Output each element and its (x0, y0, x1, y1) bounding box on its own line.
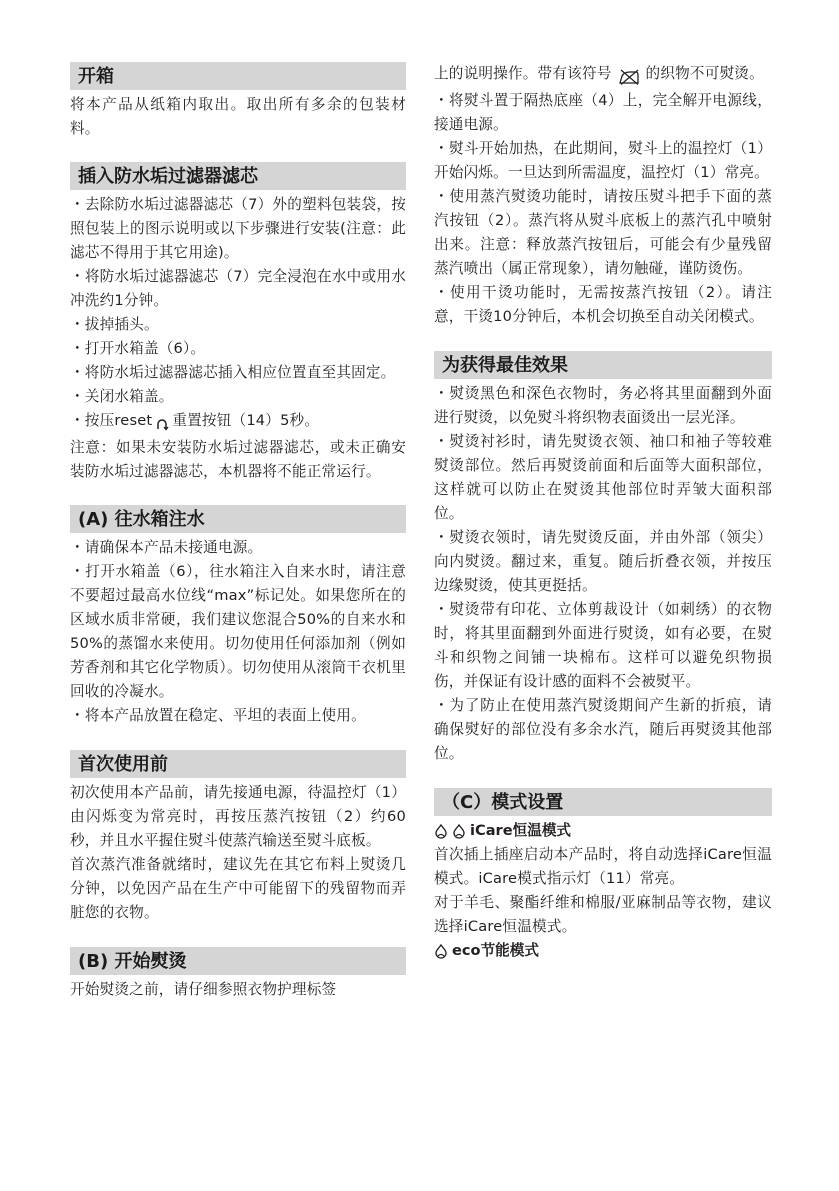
ironing-step-3: ・熨斗开始加热，在此期间，熨斗上的温控灯（1）开始闪烁。一旦达到所需温度，温控灯（1）常亮。 (434, 140, 772, 181)
reset-arrow-icon (155, 412, 169, 436)
icare-mode-title (434, 819, 772, 843)
filter-note: 注意：如果未安装防水垢过滤器滤芯，或未正确安装防水垢过滤器滤芯，本机器将不能正常运行。 (70, 439, 406, 480)
best-tip-3: ・熨烫衣领时，请先熨烫反面，并由外部（领尖）向内熨烫。翻过来，重复。随后折叠衣领，并按压边缘熨烫，使其更挺括。 (434, 529, 772, 594)
best-tip-1: ・熨烫黑色和深色衣物时，务必将其里面翻到外面进行熨烫，以免熨斗将织物表面烫出一层光泽。 (434, 385, 772, 426)
best-tip-5: ・为了防止在使用蒸汽熨烫期间产生新的折痕，请确保熨好的部位没有多余水汽，随后再熨烫其他部位。 (434, 697, 772, 762)
section-title-fill: (A) 往水箱注水 (70, 505, 406, 533)
fill-step-2: ・打开水箱盖（6），往水箱注入自来水时，请注意不要超过最高水位线“max”标记处。如果您所在的区域水质非常硬，我们建议您混合50%的自来水和50%的蒸馏水来使用。切勿使用任何添加剂（例如芳香剂和其它化学物质）。切勿使用从滚筒干衣机里回收的冷凝水。 (70, 563, 406, 700)
best-tip-4: ・熨烫带有印花、立体剪裁设计（如刺绣）的衣物时，将其里面翻到外面进行熨烫，如有必要，在熨斗和织物之间铺一块棉布。这样可以避免织物损伤，并保证有设计感的面料不会被熨平。 (434, 601, 772, 690)
left-column (70, 62, 406, 1002)
fill-step-3: ・将本产品放置在稳定、平坦的表面上使用。 (70, 707, 366, 724)
ironing-step-5: ・使用干烫功能时，无需按蒸汽按钮（2）。请注意，干烫10分钟后，本机会切换至自动关闭模式。 (434, 284, 772, 325)
fill-step-1: ・请确保本产品未接通电源。 (70, 539, 263, 556)
first-use-text-1: 初次使用本产品前，请先接通电源，待温控灯（1）由闪烁变为常亮时，再按压蒸汽按钮（2）约60秒，并且水平握住熨斗使蒸汽输送至熨斗底板。 (70, 784, 406, 849)
section-title-first-use: 首次使用前 (70, 750, 406, 778)
filter-step-2: ・将防水垢过滤器滤芯（7）完全浸泡在水中或用水冲洗约1分钟。 (70, 268, 406, 309)
filter-step-7-b: 重置按钮（14）5秒。 (172, 412, 320, 429)
icare-mode-label: iCare恒温模式 (470, 822, 572, 839)
section-title-filter: 插入防水垢过滤器滤芯 (70, 162, 406, 190)
steam-drop-icon (452, 819, 466, 843)
section-title-start-ironing: (B) 开始熨烫 (70, 947, 406, 975)
start-ironing-text: 开始熨烫之前，请仔细参照衣物护理标签 (70, 981, 337, 998)
filter-step-7-a: ・按压reset (70, 412, 153, 429)
right-column (434, 62, 772, 963)
eco-mode-title (434, 939, 772, 963)
section-title-best-results: 为获得最佳效果 (434, 351, 772, 379)
eco-mode-label: eco节能模式 (452, 942, 539, 959)
care-label-text-a: 上的说明操作。带有该符号 (434, 65, 612, 82)
best-tip-2: ・熨烫衬衫时，请先熨烫衣领、袖口和袖子等较难熨烫部位。然后再熨烫前面和后面等大面积部位，这样就可以防止在熨烫其他部位时弄皱大面积部位。 (434, 433, 772, 522)
section-title-unboxing: 开箱 (70, 62, 406, 90)
filter-step-4: ・打开水箱盖（6）。 (70, 340, 206, 357)
filter-step-1: ・去除防水垢过滤器滤芯（7）外的塑料包装袋，按照包装上的图示说明或以下步骤进行安装(注意：此滤芯不得用于其它用途)。 (70, 196, 406, 261)
steam-drop-icon (434, 939, 448, 963)
steam-drop-icon (434, 819, 448, 843)
filter-step-5: ・将防水垢过滤器滤芯插入相应位置直至其固定。 (70, 364, 396, 381)
section-title-mode-settings: （C）模式设置 (434, 788, 772, 816)
icare-mode-text-1: 首次插上插座启动本产品时，将自动选择iCare恒温模式。iCare模式指示灯（11）常亮。 (434, 846, 772, 887)
first-use-text-2: 首次蒸汽准备就绪时，建议先在其它布料上熨烫几分钟，以免因产品在生产中可能留下的残留物而弄脏您的衣物。 (70, 856, 406, 921)
icare-mode-text-2: 对于羊毛、聚酯纤维和棉服/亚麻制品等衣物，建议选择iCare恒温模式。 (434, 894, 772, 935)
care-label-text (434, 62, 772, 89)
filter-step-3: ・拔掉插头。 (70, 316, 159, 333)
unboxing-text: 将本产品从纸箱内取出。取出所有多余的包装材料。 (70, 96, 406, 137)
ironing-step-4: ・使用蒸汽熨烫功能时，请按压熨斗把手下面的蒸汽按钮（2）。蒸汽将从熨斗底板上的蒸汽孔中喷射出来。注意：释放蒸汽按钮后，可能会有少量残留蒸汽喷出（属正常现象），请勿触碰，谨防烫伤。 (434, 188, 772, 277)
filter-step-7 (70, 409, 406, 436)
ironing-step-2: ・将熨斗置于隔热底座（4）上，完全解开电源线，接通电源。 (434, 92, 772, 133)
care-label-text-b: 的织物不可熨烫。 (645, 65, 764, 82)
no-iron-icon (618, 65, 640, 89)
filter-step-6: ・关闭水箱盖。 (70, 388, 174, 405)
